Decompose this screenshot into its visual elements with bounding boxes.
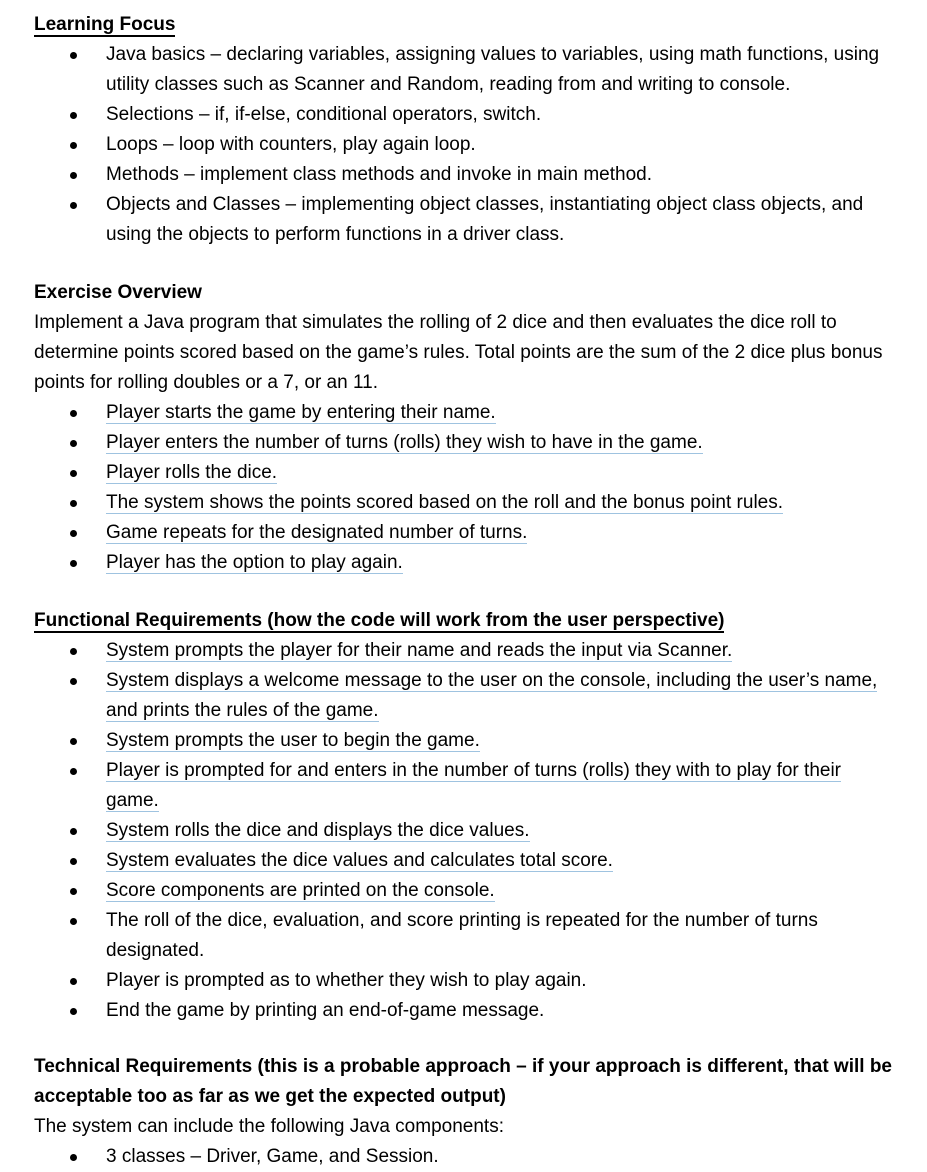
bullet-icon <box>70 52 77 59</box>
bullet-icon <box>70 1008 77 1015</box>
learning-focus-heading: Learning Focus <box>34 14 176 35</box>
exercise-overview-heading: Exercise Overview <box>34 282 202 303</box>
bullet-icon <box>70 172 77 179</box>
bullet-icon <box>70 888 77 895</box>
list-item: Java basics – declaring variables, assigning values to variables, using math functions, using utility classes such as Scanner and Random, reading from and writing to console. <box>34 40 886 100</box>
functional-requirements-heading: Functional Requirements (how the code will work from the user perspective) <box>34 610 725 631</box>
bullet-icon <box>70 500 77 507</box>
list-item: Player is prompted for and enters in the number of turns (rolls) they with to play for their game. <box>34 756 886 816</box>
bullet-icon <box>70 648 77 655</box>
list-item: System rolls the dice and displays the dice values. <box>34 816 886 846</box>
list-item: Selections – if, if-else, conditional operators, switch. <box>34 100 886 130</box>
list-item: 3 classes – Driver, Game, and Session. <box>34 1142 886 1172</box>
list-item: Loops – loop with counters, play again loop. <box>34 130 886 160</box>
bullet-icon <box>70 1154 77 1161</box>
list-item: Score components are printed on the console. <box>34 876 886 906</box>
bullet-icon <box>70 978 77 985</box>
technical-requirements-paragraph: The system can include the following Java components: <box>34 1116 504 1137</box>
technical-requirements-list <box>34 1142 927 1172</box>
exercise-overview-paragraph: Implement a Java program that simulates the rolling of 2 dice and then evaluates the dice roll to determine points scored based on the game’s rules. Total points are the sum of the 2 dice plus bonus points for rolling doubles or a 7, or an 11. <box>34 312 883 393</box>
bullet-icon <box>70 202 77 209</box>
list-item: Player enters the number of turns (rolls) they wish to have in the game. <box>34 428 886 458</box>
list-item: Player rolls the dice. <box>34 458 886 488</box>
list-item: Player starts the game by entering their name. <box>34 398 886 428</box>
bullet-icon <box>70 410 77 417</box>
list-item: End the game by printing an end-of-game message. <box>34 996 886 1026</box>
bullet-icon <box>70 142 77 149</box>
list-item: Player is prompted as to whether they wish to play again. <box>34 966 886 996</box>
bullet-icon <box>70 470 77 477</box>
technical-requirements-heading: Technical Requirements (this is a probable approach – if your approach is different, that will be acceptable too as far as we get the expected output) <box>34 1056 892 1107</box>
list-item: System prompts the user to begin the game. <box>34 726 886 756</box>
bullet-icon <box>70 440 77 447</box>
list-item: The system shows the points scored based on the roll and the bonus point rules. <box>34 488 886 518</box>
list-item: System prompts the player for their name and reads the input via Scanner. <box>34 636 886 666</box>
functional-requirements-list <box>34 636 927 1026</box>
bullet-icon <box>70 918 77 925</box>
exercise-overview-list <box>34 398 927 578</box>
bullet-icon <box>70 738 77 745</box>
bullet-icon <box>70 112 77 119</box>
list-item: Game repeats for the designated number of turns. <box>34 518 886 548</box>
list-item: Methods – implement class methods and invoke in main method. <box>34 160 886 190</box>
bullet-icon <box>70 828 77 835</box>
learning-focus-list <box>34 40 927 250</box>
list-item: The roll of the dice, evaluation, and score printing is repeated for the number of turns designated. <box>34 906 886 966</box>
list-item: System evaluates the dice values and calculates total score. <box>34 846 886 876</box>
list-item: System displays a welcome message to the user on the console, including the user’s name, and prints the rules of the game. <box>34 666 886 726</box>
list-item: Objects and Classes – implementing object classes, instantiating object class objects, and using the objects to perform functions in a driver class. <box>34 190 886 250</box>
bullet-icon <box>70 678 77 685</box>
list-item: Player has the option to play again. <box>34 548 886 578</box>
bullet-icon <box>70 560 77 567</box>
bullet-icon <box>70 858 77 865</box>
bullet-icon <box>70 768 77 775</box>
bullet-icon <box>70 530 77 537</box>
